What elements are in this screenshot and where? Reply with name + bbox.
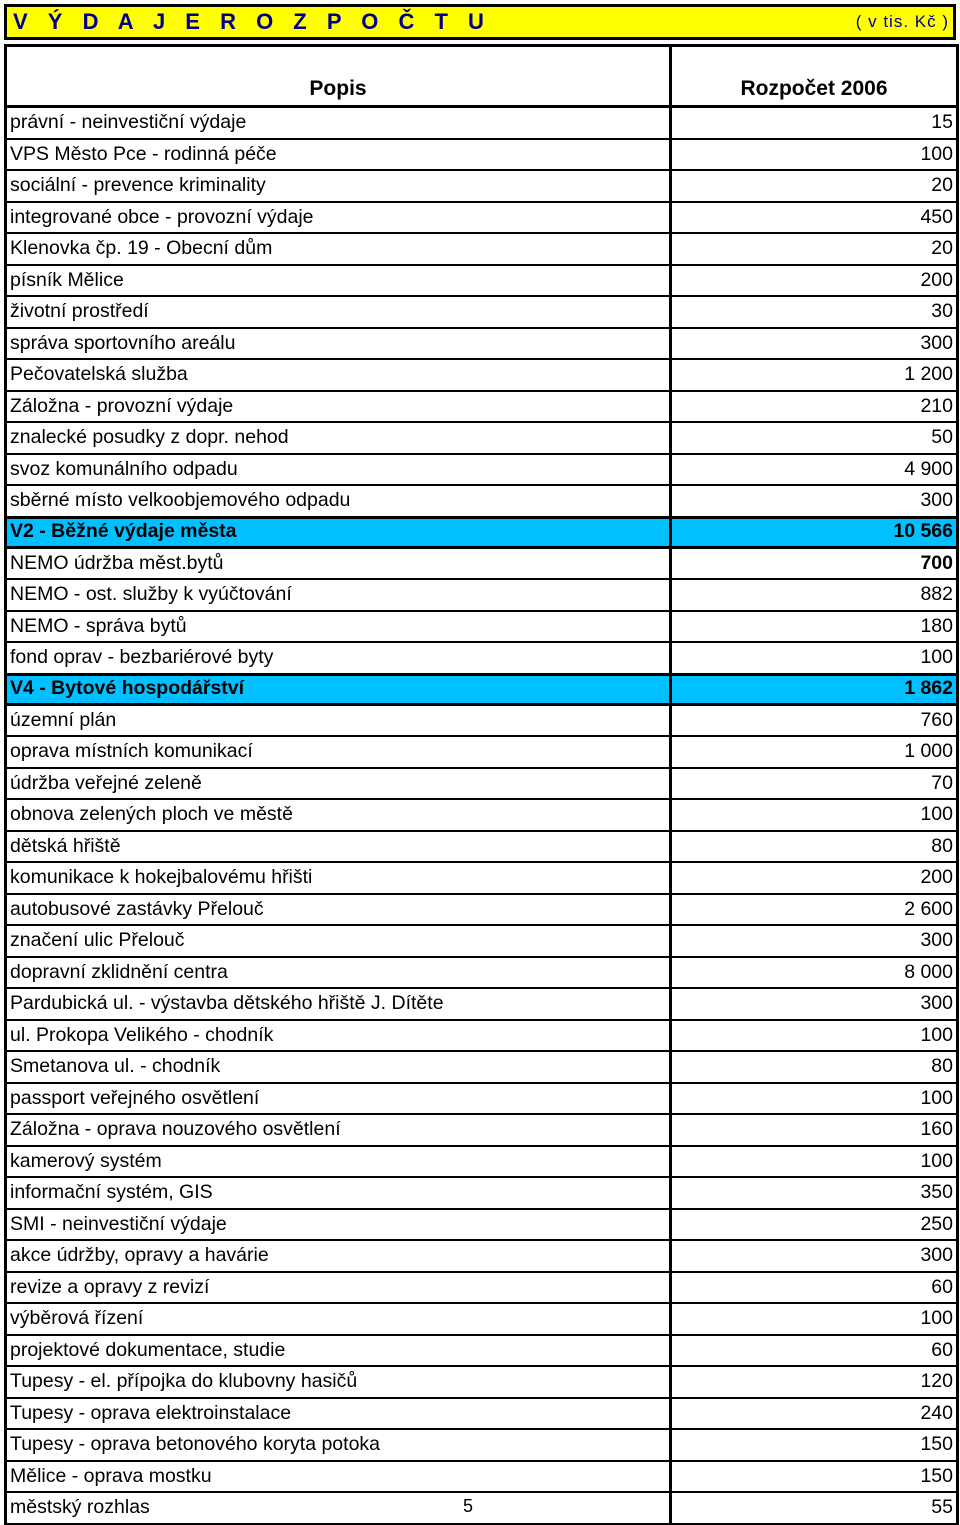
table-row [6,233,958,265]
row-label: informační systém, GIS [6,1177,671,1209]
row-value: 150 [671,1461,958,1493]
table-row [6,988,958,1020]
row-label: NEMO - ost. služby k vyúčtování [6,579,671,611]
row-value: 100 [671,1083,958,1115]
row-label: Smetanova ul. - chodník [6,1051,671,1083]
row-label: městský rozhlas [6,1492,671,1524]
row-value: 8 000 [671,957,958,989]
table-row [6,422,958,454]
row-label: Klenovka čp. 19 - Obecní dům [6,233,671,265]
subtotal-row [6,517,958,547]
table-row [6,1051,958,1083]
row-label: akce údržby, opravy a havárie [6,1240,671,1272]
row-value: 1 000 [671,736,958,768]
row-label: NEMO - správa bytů [6,611,671,643]
row-value: 100 [671,1020,958,1052]
table-row [6,799,958,831]
table-body [6,107,958,1524]
row-value: 100 [671,139,958,171]
table-row [6,1335,958,1367]
table-row [6,1240,958,1272]
row-value: 700 [671,547,958,579]
row-value: 150 [671,1429,958,1461]
table-row [6,296,958,328]
column-header-popis: Popis [6,46,671,107]
row-value: 210 [671,391,958,423]
row-label: integrované obce - provozní výdaje [6,202,671,234]
row-value: 20 [671,170,958,202]
row-value: 300 [671,988,958,1020]
table-row [6,1020,958,1052]
row-label: V2 - Běžné výdaje města [6,517,671,547]
row-label: svoz komunálního odpadu [6,454,671,486]
table-row [6,485,958,517]
budget-table [4,44,959,1525]
table-row [6,391,958,423]
table-row [6,139,958,171]
table-row [6,736,958,768]
row-label: životní prostředí [6,296,671,328]
table-row [6,328,958,360]
row-value: 760 [671,704,958,736]
row-value: 100 [671,799,958,831]
row-value: 100 [671,1146,958,1178]
table-row [6,704,958,736]
row-value: 120 [671,1366,958,1398]
row-value: 30 [671,296,958,328]
table-row [6,1366,958,1398]
row-label: Záložna - provozní výdaje [6,391,671,423]
table-row [6,831,958,863]
table-row [6,611,958,643]
row-label: Tupesy - oprava betonového koryta potoka [6,1429,671,1461]
table-row [6,454,958,486]
row-label: SMI - neinvestiční výdaje [6,1209,671,1241]
row-value: 1 200 [671,359,958,391]
table-row [6,170,958,202]
table-row [6,1209,958,1241]
table-row [6,202,958,234]
table-row [6,1272,958,1304]
row-value: 300 [671,328,958,360]
table-header-row [6,46,958,107]
table-row [6,642,958,674]
table-row [6,1114,958,1146]
subtotal-row [6,674,958,704]
row-value: 50 [671,422,958,454]
row-label: NEMO údržba měst.bytů [6,547,671,579]
table-row [6,1083,958,1115]
row-label: Pardubická ul. - výstavba dětského hřiště J. Dítěte [6,988,671,1020]
row-label: komunikace k hokejbalovému hřišti [6,862,671,894]
table-row [6,768,958,800]
row-value: 100 [671,642,958,674]
table-row [6,579,958,611]
page-number: 5 [462,1496,473,1516]
row-value: 20 [671,233,958,265]
table-row [6,957,958,989]
row-label: VPS Město Pce - rodinná péče [6,139,671,171]
table-row [6,547,958,579]
table-row [6,1303,958,1335]
row-label: projektové dokumentace, studie [6,1335,671,1367]
table-row [6,925,958,957]
row-value: 60 [671,1272,958,1304]
table-row [6,1398,958,1430]
row-value: 200 [671,862,958,894]
table-row [6,1177,958,1209]
row-value: 70 [671,768,958,800]
row-label: územní plán [6,704,671,736]
row-label: Pečovatelská služba [6,359,671,391]
row-value: 180 [671,611,958,643]
budget-sheet [4,4,956,1525]
row-label: Záložna - oprava nouzového osvětlení [6,1114,671,1146]
row-value: 160 [671,1114,958,1146]
row-value: 882 [671,579,958,611]
row-value: 200 [671,265,958,297]
table-row [6,107,958,139]
row-value: 350 [671,1177,958,1209]
title-bar [4,4,956,40]
row-label: výběrová řízení [6,1303,671,1335]
row-label: passport veřejného osvětlení [6,1083,671,1115]
row-value: 2 600 [671,894,958,926]
row-label: Tupesy - el. přípojka do klubovny hasičů [6,1366,671,1398]
row-value: 450 [671,202,958,234]
row-value: 250 [671,1209,958,1241]
row-label: sociální - prevence kriminality [6,170,671,202]
row-label: dopravní zklidnění centra [6,957,671,989]
row-label: V4 - Bytové hospodářství [6,674,671,704]
row-value: 1 862 [671,674,958,704]
row-label: revize a opravy z revizí [6,1272,671,1304]
row-value: 80 [671,831,958,863]
table-row [6,862,958,894]
table-row [6,1146,958,1178]
row-value: 4 900 [671,454,958,486]
row-value: 300 [671,925,958,957]
row-value: 60 [671,1335,958,1367]
table-row [6,894,958,926]
row-label: znalecké posudky z dopr. nehod [6,422,671,454]
row-value: 300 [671,1240,958,1272]
table-row [6,359,958,391]
row-label: oprava místních komunikací [6,736,671,768]
row-value: 240 [671,1398,958,1430]
row-label: kamerový systém [6,1146,671,1178]
row-value: 15 [671,107,958,139]
row-value: 300 [671,485,958,517]
row-label: právní - neinvestiční výdaje [6,107,671,139]
row-label: autobusové zastávky Přelouč [6,894,671,926]
row-label: dětská hřiště [6,831,671,863]
row-label: Tupesy - oprava elektroinstalace [6,1398,671,1430]
row-label: písník Mělice [6,265,671,297]
row-value: 10 566 [671,517,958,547]
table-row [6,1461,958,1493]
unit-note: ( v tis. Kč ) [855,12,949,31]
row-value: 100 [671,1303,958,1335]
column-header-rozpocet: Rozpočet 2006 [671,46,958,107]
row-label: údržba veřejné zeleně [6,768,671,800]
table-row [6,265,958,297]
row-label: Mělice - oprava mostku [6,1461,671,1493]
page-title: V Ý D A J E R O Z P O Č T U [13,9,491,34]
row-value: 80 [671,1051,958,1083]
row-label: sběrné místo velkoobjemového odpadu [6,485,671,517]
table-row [6,1429,958,1461]
row-label: obnova zelených ploch ve městě [6,799,671,831]
row-value: 55 [671,1492,958,1524]
row-label: fond oprav - bezbariérové byty [6,642,671,674]
row-label: správa sportovního areálu [6,328,671,360]
row-label: ul. Prokopa Velikého - chodník [6,1020,671,1052]
row-label: značení ulic Přelouč [6,925,671,957]
